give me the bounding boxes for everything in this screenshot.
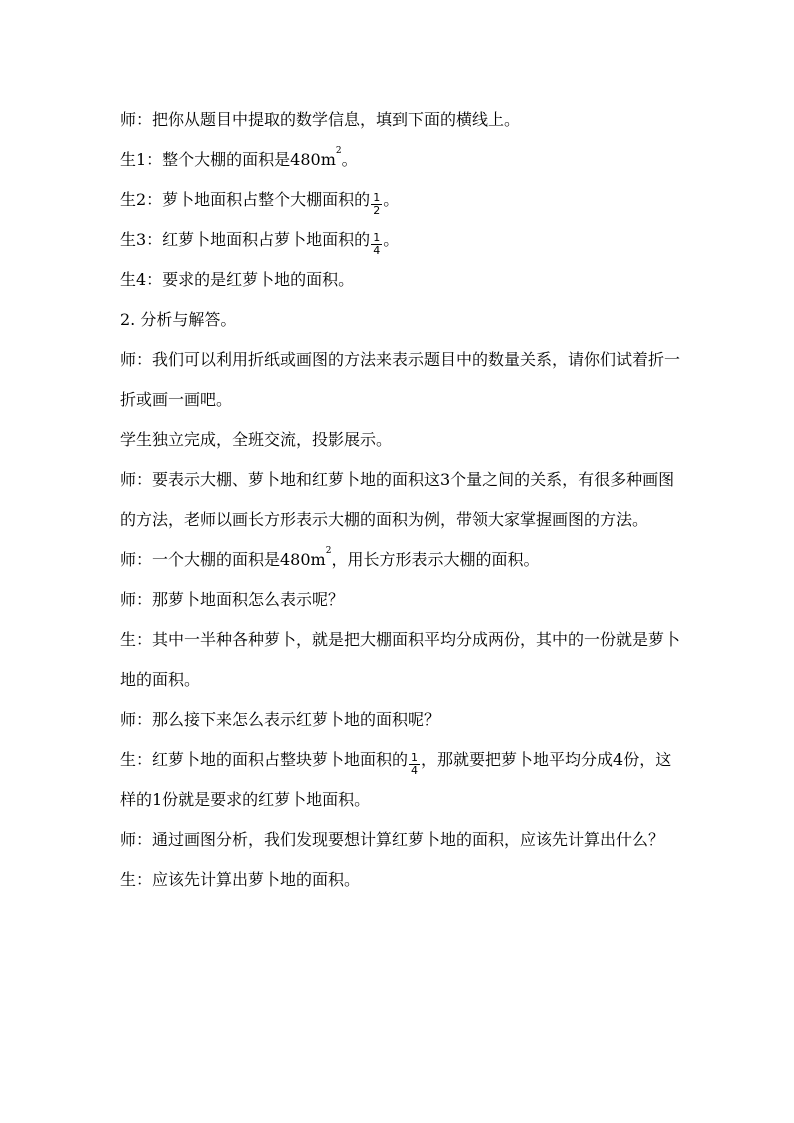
lesson-transcript bbox=[120, 100, 680, 900]
fraction-one-quarter bbox=[409, 752, 420, 777]
fraction-denominator: 2 bbox=[373, 204, 381, 217]
student-quarter-text-end: ，那就要把萝卜地平均分成4份，这样的1份就是要求的红萝卜地面积。 bbox=[120, 750, 672, 809]
fraction-one-quarter bbox=[371, 232, 382, 257]
fraction-denominator: 4 bbox=[411, 764, 419, 777]
class-activity-line: 学生独立完成，全班交流，投影展示。 bbox=[120, 430, 393, 449]
student-3-line bbox=[120, 220, 680, 260]
fraction-numerator: 1 bbox=[373, 231, 381, 244]
teacher-line-what-first: 师：通过画图分析，我们发现要想计算红萝卜地的面积，应该先计算出什么？ bbox=[120, 830, 665, 849]
student-line-half: 生：其中一半种各种萝卜，就是把大棚面积平均分成两份，其中的一份就是萝卜地的面积。 bbox=[120, 630, 681, 689]
student-4-line: 生4：要求的是红萝卜地的面积。 bbox=[120, 270, 355, 289]
superscript-square: 2 bbox=[325, 546, 332, 556]
punctuation: 。 bbox=[341, 150, 358, 169]
teacher-rectangle-text-end: ，用长方形表示大棚的面积。 bbox=[331, 550, 540, 569]
teacher-line-red-radish-question: 师：那么接下来怎么表示红萝卜地的面积呢？ bbox=[120, 710, 441, 729]
punctuation: 。 bbox=[383, 190, 400, 209]
student-1-text: 生1：整个大棚的面积是480m bbox=[120, 150, 336, 169]
punctuation: 。 bbox=[383, 230, 400, 249]
teacher-line-instruction: 师：把你从题目中提取的数学信息，填到下面的横线上。 bbox=[120, 110, 521, 129]
student-line-quarter bbox=[120, 740, 680, 820]
student-quarter-text: 生：红萝卜地的面积占整块萝卜地面积的 bbox=[120, 750, 409, 769]
superscript-square: 2 bbox=[335, 146, 342, 156]
student-2-text: 生2：萝卜地面积占整个大棚面积的 bbox=[120, 190, 371, 209]
teacher-line-folding: 师：我们可以利用折纸或画图的方法来表示题目中的数量关系，请你们试着折一折或画一画吧。 bbox=[120, 350, 681, 409]
teacher-line-radish-question: 师：那萝卜地面积怎么表示呢？ bbox=[120, 590, 345, 609]
fraction-numerator: 1 bbox=[411, 751, 419, 764]
teacher-line-rectangle bbox=[120, 540, 680, 580]
teacher-rectangle-text: 师：一个大棚的面积是480m bbox=[120, 550, 326, 569]
student-2-line bbox=[120, 180, 680, 220]
fraction-numerator: 1 bbox=[373, 191, 381, 204]
teacher-line-drawing-method: 师：要表示大棚、萝卜地和红萝卜地的面积这3个量之间的关系，有很多种画图的方法，老师以画长方形表示大棚的面积为例，带领大家掌握画图的方法。 bbox=[120, 470, 675, 529]
student-3-text: 生3：红萝卜地面积占萝卜地面积的 bbox=[120, 230, 371, 249]
fraction-denominator: 4 bbox=[373, 244, 381, 257]
student-line-answer: 生：应该先计算出萝卜地的面积。 bbox=[120, 870, 361, 889]
section-heading-analysis: 2. 分析与解答。 bbox=[120, 310, 237, 329]
student-1-line bbox=[120, 140, 680, 180]
fraction-one-half bbox=[371, 192, 382, 217]
